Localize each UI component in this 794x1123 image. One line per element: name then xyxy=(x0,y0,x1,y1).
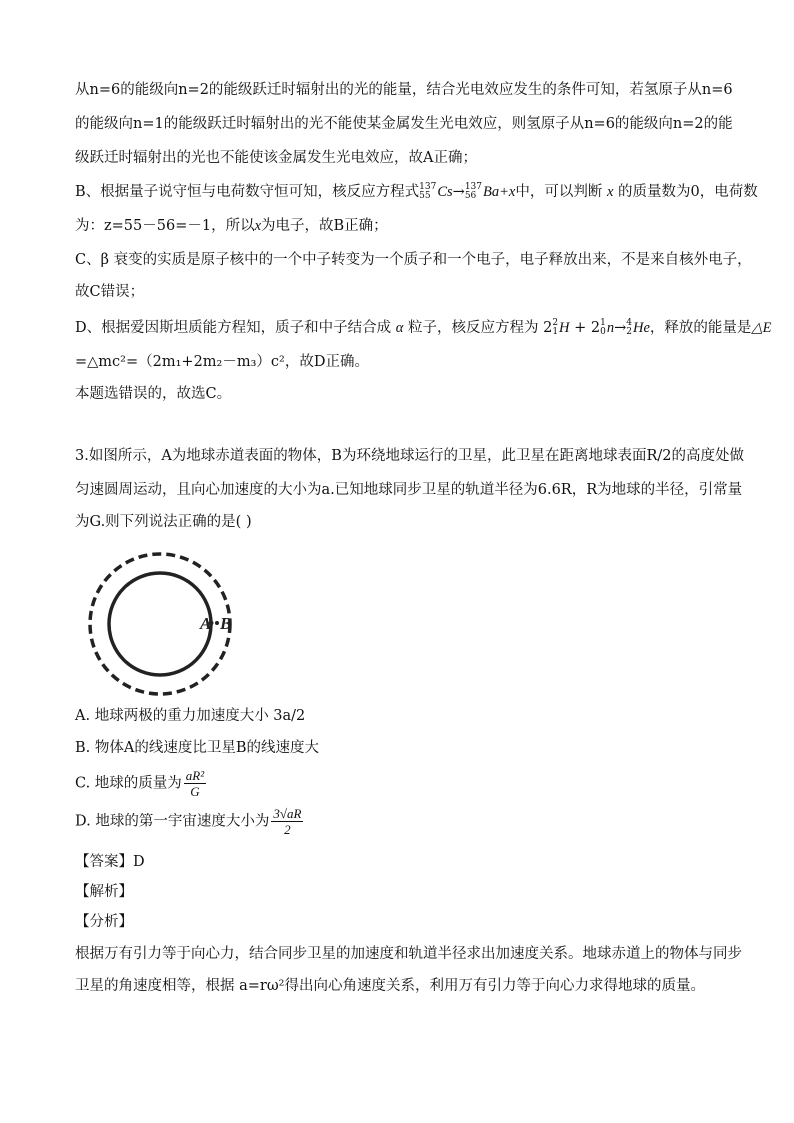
option-d-fraction xyxy=(271,806,303,837)
ba-plus-x: Ba+x xyxy=(483,184,516,200)
option-d-label: D. 地球的第一宇宙速度大小为 xyxy=(75,813,270,830)
option-c-numerator: aR² xyxy=(185,768,205,783)
option-a: A. 地球两极的重力加速度大小 3a/2 xyxy=(75,708,306,724)
answer-label: 【答案】D xyxy=(75,854,145,870)
line-4-prefix: B、根据量子说守恒与电荷数守恒可知，核反应方程式 xyxy=(75,184,420,200)
label-a: A xyxy=(200,614,212,633)
variable-x: x xyxy=(254,218,262,234)
option-c xyxy=(75,768,206,799)
delta-e: △E xyxy=(751,320,772,336)
reaction-arrow: → xyxy=(452,184,465,200)
question-line-2: 匀速圆周运动，且向心加速度的大小为a.已知地球同步卫星的轨道半径为6.6R，R为地球的半径，引常量 xyxy=(75,482,743,498)
option-d-numerator: 3√aR xyxy=(273,806,302,821)
analysis-heading: 【解析】 xyxy=(75,884,133,900)
option-d-denominator: 2 xyxy=(284,822,291,837)
question-line-3: 为G.则下列说法正确的是( ) xyxy=(75,514,252,530)
option-c-label: C. 地球的质量为 xyxy=(75,775,182,792)
earth-circle xyxy=(109,573,211,675)
option-b: B. 物体A的线速度比卫星B的线速度大 xyxy=(75,740,319,756)
text-line-1: 从n=6的能级向n=2的能级跃迁时辐射出的光的能量，结合光电效应发生的条件可知，若氢原子从n=6 xyxy=(75,82,733,98)
label-b: B xyxy=(220,614,232,633)
fusion-equation: 22 1H + 21 0n→4 2He xyxy=(543,318,650,337)
line-8-suffix: ，释放的能量是 xyxy=(649,320,752,336)
reasoning-line-2: 卫星的角速度相等，根据 a=rω²得出向心角速度关系，利用万有引力等于向心力求得地球的质量。 xyxy=(75,978,705,994)
text-line-3: 级跃迁时辐射出的光也不能使该金属发生光电效应，故A正确； xyxy=(75,150,477,166)
line-5-suffix: 为电子，故B正确； xyxy=(261,218,388,234)
variable-x: x xyxy=(606,184,614,200)
text-line-2: 的能级向n=1的能级跃迁时辐射出的光不能使某金属发生光电效应，则氢原子从n=6的能级向n=2的能 xyxy=(75,116,733,132)
reasoning-line-1: 根据万有引力等于向心力，结合同步卫星的加速度和轨道半径求出加速度关系。地球赤道上的物体与同步 xyxy=(75,946,742,962)
text-line-9: =△mc²=（2m₁+2m₂－m₃）c²，故D正确。 xyxy=(75,354,369,370)
point-b-dot xyxy=(215,621,219,625)
line-4-tail: 的质量数为0，电荷数 xyxy=(618,184,758,200)
line-4-mid: 中，可以判断 xyxy=(515,184,603,200)
cs-symbol: Cs xyxy=(437,184,453,200)
text-line-7: 故C错误； xyxy=(75,284,145,300)
question-line-1: 3.如图所示，A为地球赤道表面的物体，B为环绕地球运行的卫星，此卫星在距离地球表面R/2的高度处做 xyxy=(75,448,744,464)
text-line-8 xyxy=(75,318,771,338)
text-line-4 xyxy=(75,182,758,202)
cs-nuclide-numbers: 137 55 xyxy=(419,182,437,201)
reasoning-heading: 【分析】 xyxy=(75,914,133,930)
text-line-10: 本题选错误的，故选C。 xyxy=(75,386,232,402)
option-d xyxy=(75,806,303,837)
orbit-figure xyxy=(76,548,258,696)
text-line-6: C、β 衰变的实质是原子核中的一个中子转变为一个质子和一个电子，电子释放出来，不是来自核外电子， xyxy=(75,252,752,268)
option-c-fraction xyxy=(184,768,206,799)
orbit-diagram xyxy=(76,548,258,696)
option-c-denominator: G xyxy=(190,784,200,799)
ba-nuclide-numbers: 137 56 xyxy=(464,182,483,201)
alpha-symbol: α xyxy=(395,320,404,336)
text-line-5 xyxy=(75,216,388,236)
line-5-prefix: 为：z=55－56=－1，所以 xyxy=(75,218,255,234)
line-8-prefix: D、根据爱因斯坦质能方程知，质子和中子结合成 xyxy=(75,320,392,336)
line-8-mid: 粒子，核反应方程为 xyxy=(407,320,539,336)
